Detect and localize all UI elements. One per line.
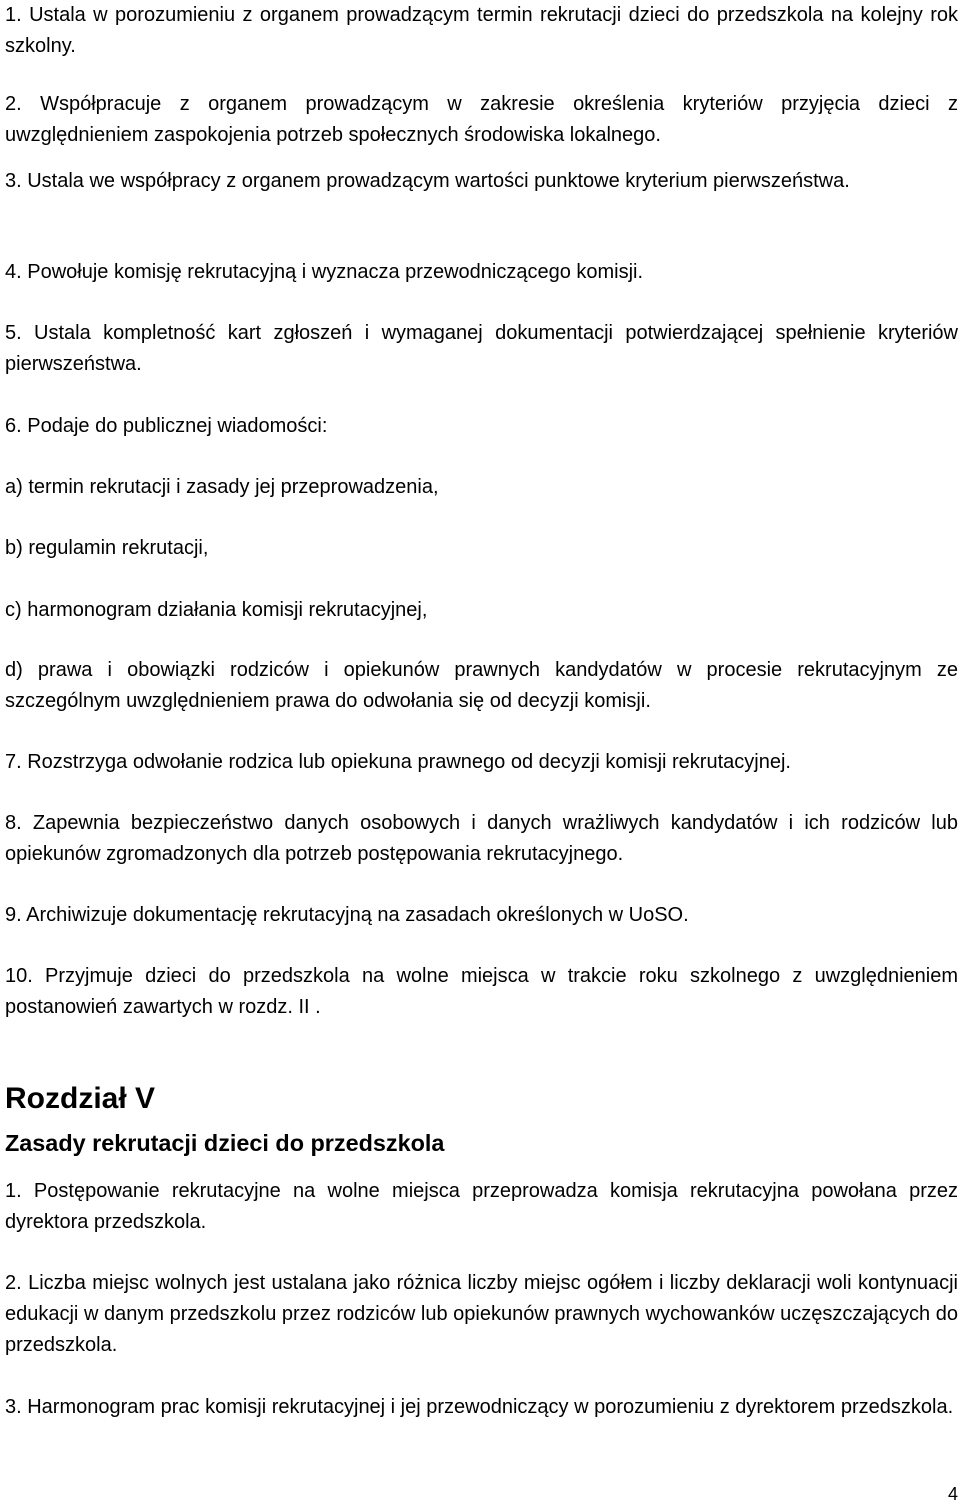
list-item-6: 6. Podaje do publicznej wiadomości: — [5, 415, 328, 437]
chapter-title: Rozdział V — [5, 1082, 156, 1115]
list-item-3: 3. Ustala we współpracy z organem prowadzącym wartości punktowe kryterium pierwszeństwa. — [5, 170, 850, 192]
sub-item-b: b) regulamin rekrutacji, — [5, 537, 209, 559]
list-item-1: 1. Ustala w porozumieniu z organem prowadzącym termin rekrutacji dzieci do przedszkola na kolejny rok szkolny. — [5, 4, 958, 57]
chapter-item-1: 1. Postępowanie rekrutacyjne na wolne miejsca przeprowadza komisja rekrutacyjna powołana przez dyrektora przedszkola. — [5, 1180, 958, 1233]
list-item-8: 8. Zapewnia bezpieczeństwo danych osobowych i danych wrażliwych kandydatów i ich rodziców lub opiekunów zgromadzonych dla potrzeb postępowania rekrutacyjnego. — [5, 812, 958, 865]
sub-item-d: d) prawa i obowiązki rodziców i opiekunów prawnych kandydatów w procesie rekrutacyjnym ze szczególnym uwzględnieniem prawa do odwołania się od decyzji komisji. — [5, 659, 958, 712]
chapter-subtitle: Zasady rekrutacji dzieci do przedszkola — [5, 1130, 445, 1156]
list-item-4: 4. Powołuje komisję rekrutacyjną i wyznacza przewodniczącego komisji. — [5, 261, 644, 283]
list-item-10: 10. Przyjmuje dzieci do przedszkola na wolne miejsca w trakcie roku szkolnego z uwzględnieniem postanowień zawartych w rozdz. II . — [5, 965, 958, 1018]
list-item-9: 9. Archiwizuje dokumentację rekrutacyjną na zasadach określonych w UoSO. — [5, 904, 689, 926]
list-item-5: 5. Ustala kompletność kart zgłoszeń i wymaganej dokumentacji potwierdzającej spełnienie kryteriów pierwszeństwa. — [5, 322, 958, 375]
page-number: 4 — [947, 1484, 958, 1504]
chapter-item-2: 2. Liczba miejsc wolnych jest ustalana jako różnica liczby miejsc ogółem i liczby deklaracji woli kontynuacji edukacji w danym przedszkolu przez rodziców lub opiekunów prawnych wychowanków uczęszczających do przedszkola. — [5, 1272, 958, 1356]
sub-item-a: a) termin rekrutacji i zasady jej przeprowadzenia, — [5, 476, 439, 498]
list-item-7: 7. Rozstrzyga odwołanie rodzica lub opiekuna prawnego od decyzji komisji rekrutacyjnej. — [5, 751, 791, 773]
list-item-2: 2. Współpracuje z organem prowadzącym w zakresie określenia kryteriów przyjęcia dzieci z uwzględnieniem zaspokojenia potrzeb społecznych środowiska lokalnego. — [5, 93, 958, 146]
sub-item-c: c) harmonogram działania komisji rekrutacyjnej, — [5, 599, 428, 621]
chapter-item-3: 3. Harmonogram prac komisji rekrutacyjnej i jej przewodniczący w porozumieniu z dyrektorem przedszkola. — [5, 1396, 954, 1418]
